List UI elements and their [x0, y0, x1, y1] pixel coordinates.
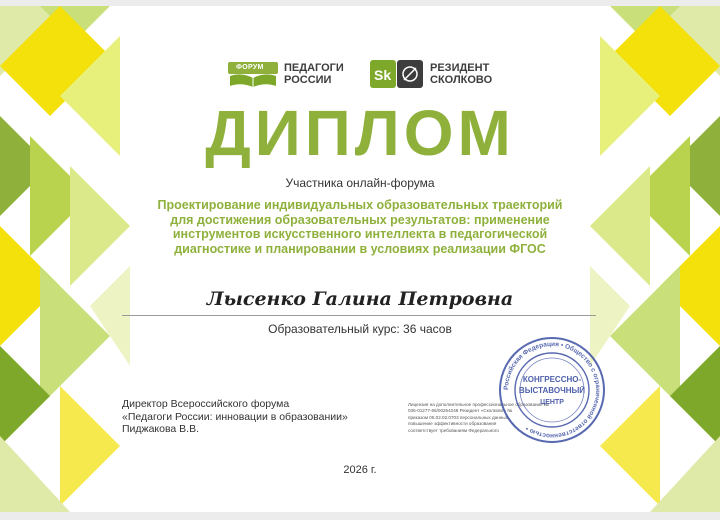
- stamp-ring-text: Российская Федерация • Общество с ограниченной ответственностью •: [502, 340, 602, 440]
- skolkovo-name-line1: РЕЗИДЕНТ: [430, 62, 490, 74]
- signature-line1: Директор Всероссийского форума: [122, 398, 290, 410]
- license-line: повышение эффективности образования: [408, 421, 497, 427]
- forum-topic: [150, 198, 570, 256]
- sk-badge-text: Sk: [374, 67, 392, 83]
- issue-year: 2026 г.: [343, 464, 377, 476]
- forum-name-line2: РОССИИ: [284, 74, 332, 86]
- forum-name: [284, 62, 354, 86]
- topic-line: диагностике и планировании в условиях реализации ФГОС: [174, 241, 546, 256]
- diploma-subtitle: Участника онлайн-форума: [285, 176, 435, 190]
- stamp-inner-line3: ЦЕНТР: [540, 399, 564, 406]
- diploma-sheet: [0, 6, 720, 512]
- skolkovo-icon: [370, 60, 424, 88]
- topic-line: Проектирование индивидуальных образовательных траекторий: [157, 198, 563, 212]
- skolkovo-name-line2: СКОЛКОВО: [430, 74, 493, 86]
- recipient-name: Лысенко Галина Петровна: [206, 288, 514, 310]
- skolkovo-logo: [370, 58, 500, 90]
- skolkovo-name: [430, 62, 505, 86]
- diploma-title: ДИПЛОМ: [205, 97, 515, 169]
- topic-line: для достижения образовательных результатов: применение: [170, 212, 550, 227]
- signature-line3: Пиджакова В.В.: [122, 423, 200, 435]
- forum-badge-text: ФОРУМ: [236, 64, 264, 71]
- course-hours: Образовательный курс: 36 часов: [268, 322, 452, 336]
- forum-name-line1: ПЕДАГОГИ: [284, 62, 344, 74]
- director-signature-block: [122, 398, 382, 436]
- license-line: приказом 05.02.02.0703 персональных данных: [408, 414, 508, 420]
- signature-line2: «Педагоги России: инновации в образовании»: [122, 410, 348, 423]
- recipient-underline: [122, 315, 596, 316]
- logos-row: [0, 56, 720, 92]
- license-line: 035-01277-66/00254248 Резидент «Сколково» №: [408, 408, 513, 414]
- official-stamp: [498, 336, 606, 444]
- license-line: соответствует требованиям Федерального: [408, 427, 499, 433]
- topic-line: инструментов искусственного интеллекта в педагогической: [172, 227, 548, 241]
- stamp-inner-line1: КОНГРЕССНО-: [522, 375, 582, 384]
- stamp-inner-line2: ВЫСТАВОЧНЫЙ: [518, 386, 586, 395]
- forum-logo: [226, 58, 346, 90]
- license-line: Лицензия на дополнительное профессиональное образование №: [408, 402, 549, 407]
